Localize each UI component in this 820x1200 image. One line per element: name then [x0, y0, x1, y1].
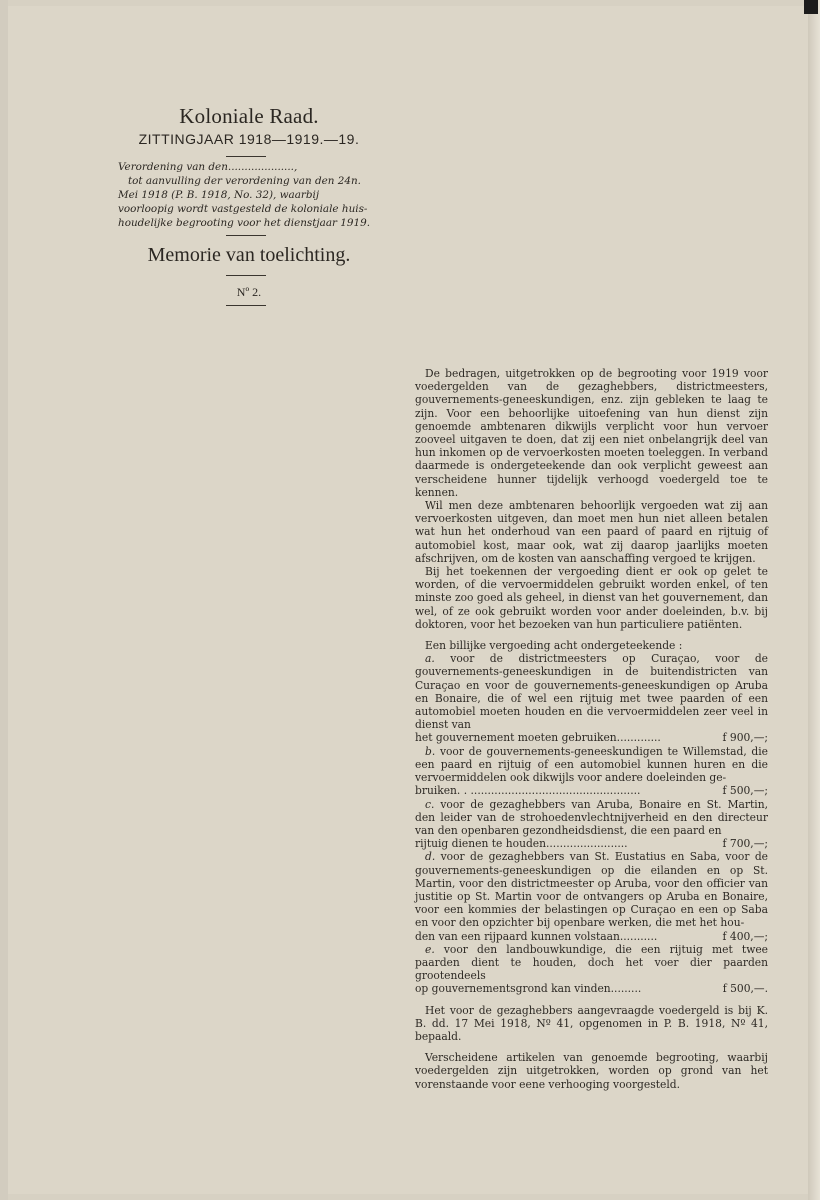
item-last-line: bruiken. . .................................................. [415, 784, 641, 798]
item-label: c. [425, 797, 435, 811]
item-text: voor de gezaghebbers van St. Eustatius en Saba, voor de gouvernements-geneeskundigen op die eilanden en op St. Martin, voor den districtmeester op Aruba, voor den officier van justitie op St. Martin voor de ontvangers op Aruba en Bonaire, voor een kommies der belastingen op Curaçao en een op Saba en voor den opzichter bij openbare werken, die met het hou- [415, 850, 768, 930]
description-line: tot aanvulling der verordening van den 24n. [128, 175, 361, 187]
item-amount: f 500,—. [722, 982, 768, 996]
list-item [415, 798, 768, 851]
item-last-line: rijtuig dienen te houden........................ [415, 837, 628, 851]
divider-bottom [226, 305, 266, 306]
description-line: voorloopig wordt vastgesteld de koloniale huis- [118, 203, 368, 215]
item-last-line: het gouvernement moeten gebruiken............. [415, 731, 661, 745]
item-amount: f 400,—; [722, 929, 768, 943]
explanation-body [415, 367, 768, 1091]
item-label: a. [425, 652, 435, 666]
item-amount: f 700,—; [722, 837, 768, 851]
item-last-line: op gouvernementsgrond kan vinden......... [415, 982, 642, 996]
item-text: voor de gouvernements-geneeskundigen te Willemstad, die een paard en rijtuig of een automobiel kunnen huren en die vervoermiddelen ook dikwijls voor andere doeleinden ge- [415, 744, 768, 785]
item-label: b. [425, 744, 436, 758]
divider-top [226, 156, 266, 157]
item-amount: f 500,—; [722, 784, 768, 798]
paragraph-6: Verscheidene artikelen van genoemde begrooting, waarbij voedergelden zijn uitgetrokken, worden op grond van het vorenstaande voor eene verhooging voorgesteld. [415, 1051, 768, 1091]
item-text: voor den landbouwkundige, die een rijtuig met twee paarden dient te houden, doch het voer dier paarden grootendeels [415, 942, 768, 983]
item-label: e. [425, 942, 435, 956]
description-line: houdelijke begrooting voor het dienstjaar 1919. [118, 217, 371, 229]
corner-mark [804, 0, 818, 14]
paragraph-5: Het voor de gezaghebbers aangevraagde voedergeld is bij K. B. dd. 17 Mei 1918, Nº 41, opgenomen in P. B. 1918, Nº 41, bepaald. [415, 1003, 768, 1043]
paragraph-1: De bedragen, uitgetrokken op de begrooting voor 1919 voor voedergelden van de gezaghebbers, districtmeesters, gouvernements-geneeskundigen, enz. zijn gebleken te laag te zijn. Voor een behoorlijke uitoefening van hun dienst zijn genoemde ambtenaren dikwijls verplicht voor hun vervoer zooveel uitgaven te doen, dat zij een niet onbelangrijk deel van hun inkomen op de vervoerkosten moeten toeleggen. In verband daarmede is ondergeteekende dan ook verplicht geweest aan verscheidene hunner tijdelijk verhoogd voedergeld toe te kennen. [415, 367, 768, 499]
paragraph-4: Een billijke vergoeding acht ondergeteekende : [425, 639, 683, 653]
item-last-line: den van een rijpaard kunnen volstaan........... [415, 929, 658, 943]
item-text: voor de gezaghebbers van Aruba, Bonaire en St. Martin, den leider van de strohoedenvlechtnijverheid en den directeur van den openbaren gezondheidsdienst, die een paard en [415, 797, 768, 837]
page-right-edge [808, 0, 820, 1200]
item-label: d. [425, 850, 436, 864]
list-item [415, 850, 768, 942]
document-number: Nº 2. [236, 285, 262, 299]
paragraph-3: Bij het toekennen der vergoeding dient er ook op gelet te worden, of die vervoermiddelen gebruikt worden enkel, of ten minste zoo goed als geheel, in dienst van het gouvernement, dan wel, of ze ook gebruikt worden voor ander doeleinden, b.v. bij doktoren, voor het bezoeken van hun particuliere patiënten. [415, 565, 768, 631]
list-item [415, 745, 768, 798]
council-title: Koloniale Raad. [179, 104, 319, 128]
item-text: voor de districtmeesters op Curaçao, voor de gouvernements-geneeskundigen in de buitendistricten van Curaçao en voor de gouvernements-geneeskundigen op Aruba en Bonaire, die of wel een rijtuig met twee paarden of een automobiel moeten houden en die vervoermiddelen zeer veel in dienst van [415, 652, 768, 732]
divider-middle [226, 235, 266, 236]
ordinance-description [118, 160, 373, 230]
list-item [415, 943, 768, 996]
list-item [415, 652, 768, 744]
session-year: ZITTINGJAAR 1918—1919.—19. [138, 131, 360, 147]
page-left-edge [0, 0, 8, 1200]
item-amount: f 900,—; [722, 731, 768, 745]
paragraph-2: Wil men deze ambtenaren behoorlijk vergoeden wat zij aan vervoerkosten uitgeven, dan moet men hun niet alleen betalen wat hun het onderhoud van een paard of paard en rijtuig of automobiel kost, maar ook, wat zij daarop jaarlijks moeten afschrijven, om de kosten van aanschaffing vergoed te krijgen. [415, 499, 768, 565]
description-line: Verordening van den...................., [118, 161, 298, 173]
memorie-heading: Memorie van toelichting. [147, 244, 351, 266]
description-line: Mei 1918 (P. B. 1918, No. 32), waarbij [118, 189, 320, 201]
divider-lower [226, 275, 266, 276]
